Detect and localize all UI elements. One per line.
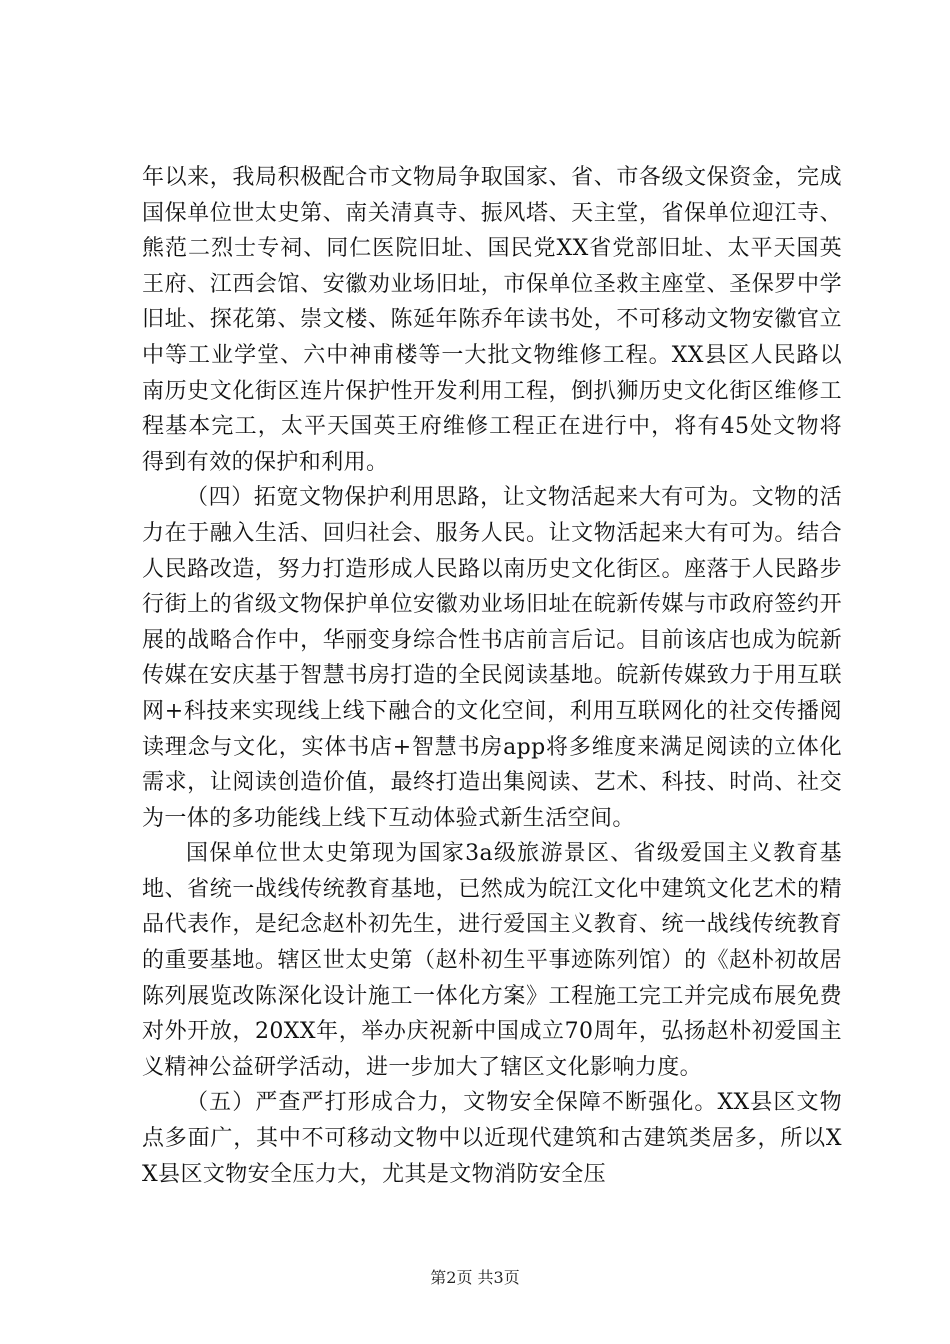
paragraph-section-four: （四）拓宽文物保护利用思路，让文物活起来大有可为。文物的活力在于融入生活、回归社会、服务人民。让文物活起来大有可为。结合人民路改造，努力打造形成人民路以南历史文化街区。座落于人民路步行街上的省级文物保护单位安徽劝业场旧址在皖新传媒与市政府签约开展的战略合作中，华丽变身综合性书店前言后记。目前该店也成为皖新传媒在安庆基于智慧书房打造的全民阅读基地。皖新传媒致力于用互联网+科技来实现线上线下融合的文化空间，利用互联网化的社交传播阅读理念与文化，实体书店+智慧书房app将多维度来满足阅读的立体化需求，让阅读创造价值，最终打造出集阅读、艺术、科技、时尚、社交为一体的多功能线上线下互动体验式新生活空间。 (142, 485, 842, 831)
body-text (142, 160, 842, 1192)
paragraph-section-five: （五）严查严打形成合力，文物安全保障不断强化。XX县区文物点多面广，其中不可移动文物中以近现代建筑和古建筑类居多，所以XX县区文物安全压力大，尤其是文物消防安全压 (142, 1090, 842, 1187)
page-footer: 第2页 共3页 (430, 1268, 520, 1287)
paragraph-shitaishi: 国保单位世太史第现为国家3a级旅游景区、省级爱国主义教育基地、省统一战线传统教育基地，已然成为皖江文化中建筑文化艺术的精品代表作，是纪念赵朴初先生，进行爱国主义教育、统一战线传统教育的重要基地。辖区世太史第（赵朴初生平事迹陈列馆）的《赵朴初故居陈列展览改陈深化设计施工一体化方案》工程施工完工并完成布展免费对外开放，20XX年，举办庆祝新中国成立70周年，弘扬赵朴初爱国主义精神公益研学活动，进一步加大了辖区文化影响力度。 (142, 841, 842, 1080)
paragraph-continuation: 年以来，我局积极配合市文物局争取国家、省、市各级文保资金，完成国保单位世太史第、南关清真寺、振风塔、天主堂，省保单位迎江寺、熊范二烈士专祠、同仁医院旧址、国民党XX省党部旧址、太平天国英王府、江西会馆、安徽劝业场旧址，市保单位圣救主座堂、圣保罗中学旧址、探花第、崇文楼、陈延年陈乔年读书处，不可移动文物安徽官立中等工业学堂、六中神甫楼等一大批文物维修工程。XX县区人民路以南历史文化街区连片保护性开发利用工程，倒扒狮历史文化街区维修工程基本完工，太平天国英王府维修工程正在进行中，将有45处文物将得到有效的保护和利用。 (142, 165, 842, 475)
